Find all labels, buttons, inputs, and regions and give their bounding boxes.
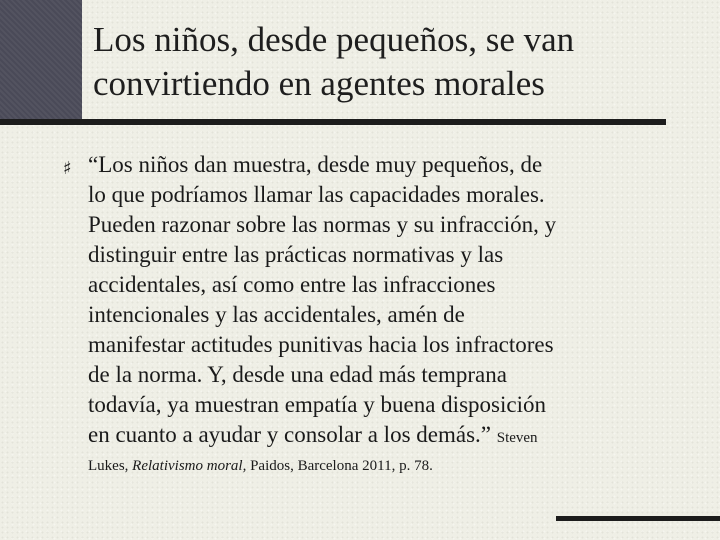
quote-line: en cuanto a ayudar y consolar a los demás.”	[88, 422, 491, 447]
quote-line: intencionales y las accidentales, amén de	[88, 302, 465, 327]
quote-line: todavía, ya muestran empatía y buena disposición	[88, 392, 546, 417]
book-title: Relativismo moral,	[132, 458, 247, 474]
quote-line: distinguir entre las prácticas normativas y las	[88, 242, 504, 267]
footer-divider	[556, 516, 720, 521]
title-line: Los niños, desde pequeños, se van	[93, 20, 575, 59]
author-last-name: Lukes,	[88, 458, 129, 474]
quote-line: lo que podríamos llamar las capacidades morales.	[88, 182, 545, 207]
slide-title	[93, 18, 703, 106]
title-line: convirtiendo en agentes morales	[93, 64, 545, 103]
quote-line: manifestar actitudes punitivas hacia los infractores	[88, 332, 554, 357]
citation	[88, 456, 648, 476]
publisher-info: Paidos, Barcelona 2011, p. 78.	[250, 458, 433, 474]
quote-line-last	[88, 420, 663, 453]
quote-line: Pueden razonar sobre las normas y su infracción, y	[88, 212, 557, 237]
quote-line: accidentales, así como entre las infracciones	[88, 272, 496, 297]
quote-line: “Los niños dan muestra, desde muy pequeños, de	[88, 152, 543, 177]
quote-paragraph	[88, 150, 663, 453]
decorative-side-bar	[0, 0, 82, 120]
title-divider	[0, 119, 666, 125]
hash-bullet-icon: ♯	[63, 158, 72, 179]
quote-line: de la norma. Y, desde una edad más temprana	[88, 362, 507, 387]
author-first-name: Steven	[496, 430, 538, 446]
